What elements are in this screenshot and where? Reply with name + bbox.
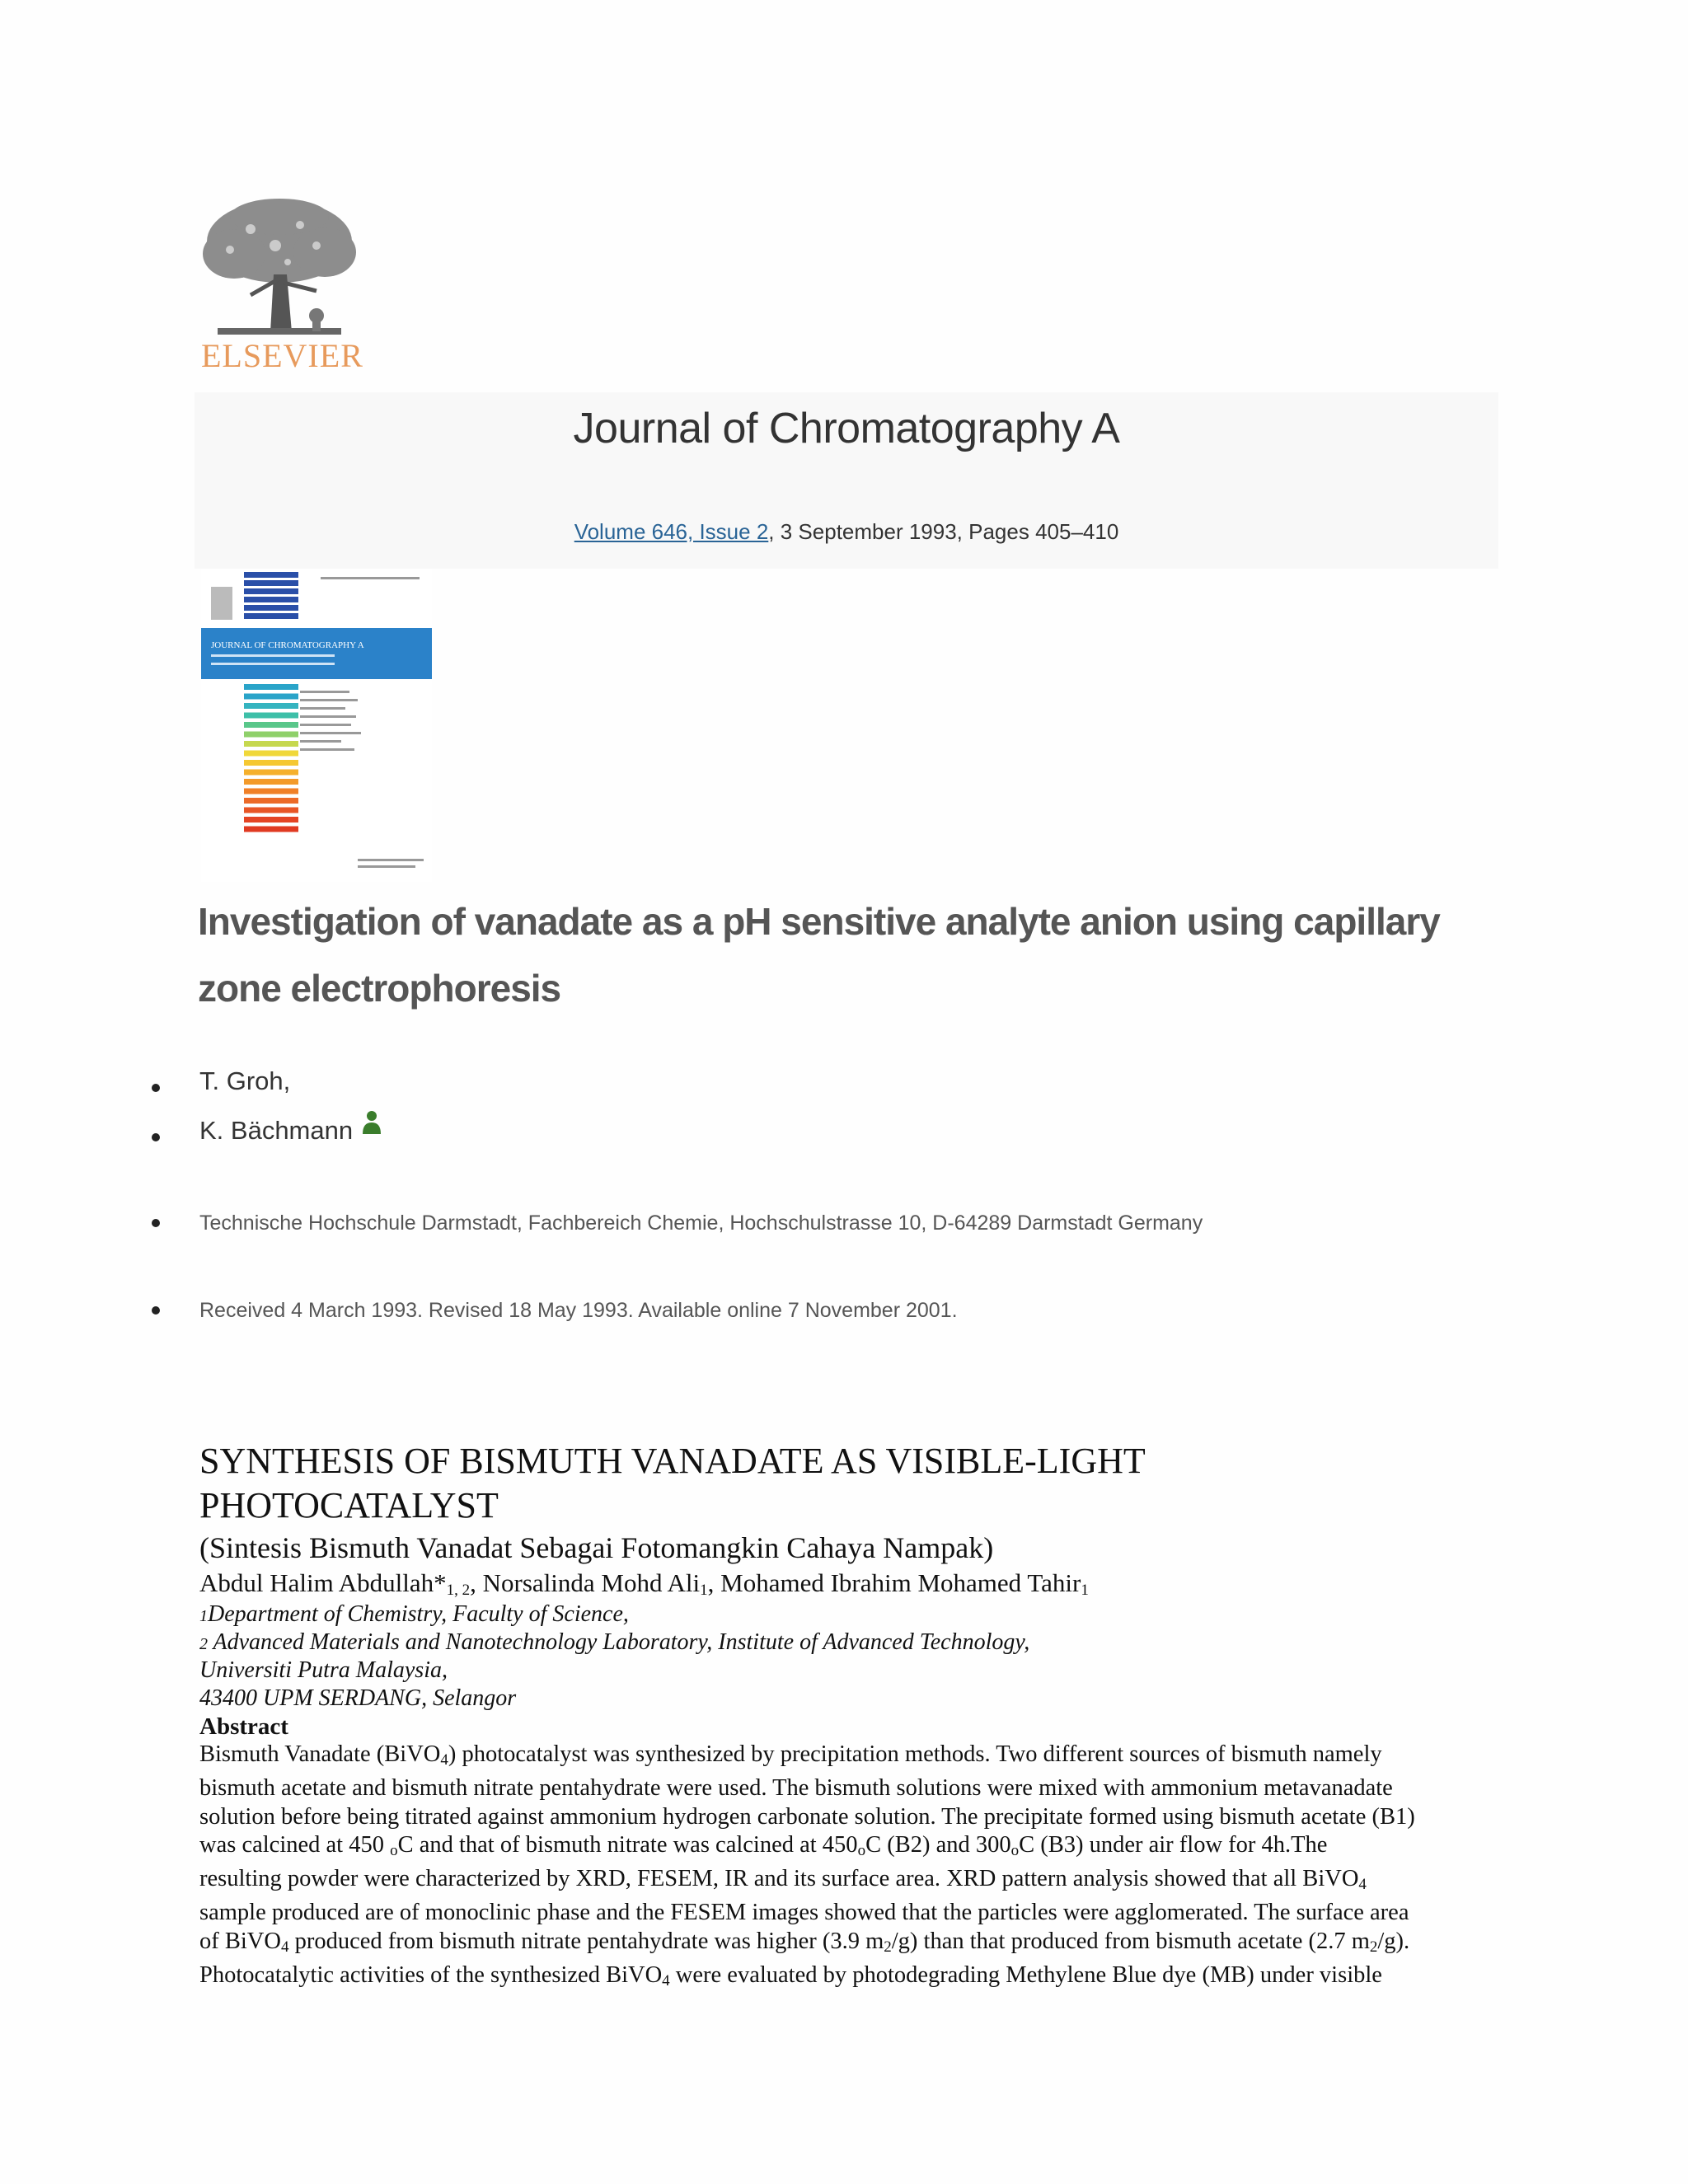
author-item: [199, 1063, 382, 1113]
paper-affiliation: Universiti Putra Malaysia,: [199, 1657, 448, 1683]
abstract-line: Bismuth Vanadate (BiVO$_4$) photocatalyst was synthesized by precipitation methods. Two different sources of bismuth namely: [199, 1741, 1382, 1769]
abstract-line: bismuth acetate and bismuth nitrate pentahydrate were used. The bismuth solutions were mixed with ammonium metavanadate: [199, 1775, 1393, 1802]
publisher-name: ELSEVIER: [201, 337, 363, 374]
affiliation-text: Advanced Materials and Nanotechnology Laboratory, Institute of Advanced Technology,: [208, 1629, 1030, 1655]
abstract-line: resulting powder were characterized by XRD, FESEM, IR and its surface area. XRD pattern analysis showed that all BiVO$_4$: [199, 1866, 1367, 1894]
affiliation-item: Technische Hochschule Darmstadt, Fachbereich Chemie, Hochschulstrasse 10, D-64289 Darmstadt Germany: [199, 1208, 1203, 1238]
tree-logo-icon: [201, 196, 358, 340]
author-name[interactable]: T. Groh,: [199, 1066, 291, 1095]
paper-title-line: SYNTHESIS OF BISMUTH VANADATE AS VISIBLE-LIGHT: [199, 1441, 1146, 1481]
cover-heading: JOURNAL OF CHROMATOGRAPHY A: [211, 640, 364, 650]
author-name[interactable]: K. Bächmann: [199, 1116, 354, 1145]
paper-author: , Mohamed Ibrahim Mohamed Tahir: [707, 1568, 1081, 1597]
paper-title: [199, 1439, 1518, 1528]
paper-title-line: PHOTOCATALYST: [199, 1485, 499, 1526]
volume-issue-link[interactable]: Volume 646, Issue 2: [574, 519, 769, 544]
journal-meta: [195, 519, 1498, 545]
paper-subtitle: (Sintesis Bismuth Vanadat Sebagai Fotomangkin Cahaya Nampak): [199, 1531, 994, 1564]
abstract-line: sample produced are of monoclinic phase and the FESEM images showed that the particles were agglomerated. The surface area: [199, 1900, 1409, 1926]
journal-header: [195, 392, 1498, 569]
paper-author: , Norsalinda Mohd Ali: [470, 1568, 701, 1597]
abstract-line: of BiVO$_4$ produced from bismuth nitrate pentahydrate was higher (3.9 $m_2/g$) than that produced from bismuth acetate (2.7 $m_2/g$).: [199, 1928, 1410, 1956]
affiliation-mark: 1: [199, 1607, 208, 1625]
paper-affiliation: [199, 1601, 629, 1630]
author-item: [199, 1113, 382, 1162]
paper-affiliation: [199, 1629, 1029, 1658]
abstract-line: Photocatalytic activities of the synthesized BiVO$_4$ were evaluated by photodegrading Methylene Blue dye (MB) under visible: [199, 1962, 1382, 1990]
affiliation-mark: 2: [199, 1635, 208, 1653]
author-list: [199, 1063, 382, 1162]
publisher-logo[interactable]: [201, 196, 363, 374]
affiliation-text: Department of Chemistry, Faculty of Science,: [208, 1601, 629, 1627]
history-list: [199, 1296, 958, 1325]
journal-title[interactable]: Journal of Chromatography A: [573, 405, 1120, 452]
author-affiliation-mark: 1, 2: [446, 1582, 471, 1599]
abstract-heading: Abstract: [199, 1713, 288, 1740]
publication-details: , 3 September 1993, Pages 405–410: [768, 519, 1119, 544]
article-title: Investigation of vanadate as a pH sensitive analyte anion using capillary zone electrophoresis: [198, 900, 1440, 1010]
abstract-line: solution before being titrated against ammonium hydrogen carbonate solution. The precipitate formed using bismuth acetate (B1): [199, 1803, 1415, 1830]
abstract-line: was calcined at 450 $_o$C and that of bismuth nitrate was calcined at $450_oC$ (B2) and $300_oC$ (B3) under air flow for 4h.The: [199, 1831, 1328, 1859]
article-dates: Received 4 March 1993. Revised 18 May 1993. Available online 7 November 2001.: [199, 1296, 958, 1325]
author-affiliation-mark: 1: [700, 1582, 708, 1599]
person-icon[interactable]: [361, 1109, 382, 1136]
paper-author: Abdul Halim Abdullah*: [199, 1568, 447, 1597]
journal-cover[interactable]: [201, 569, 432, 882]
journal-cover-image: [201, 569, 432, 882]
paper-affiliation: 43400 UPM SERDANG, Selangor: [199, 1685, 517, 1711]
abstract-body: [199, 1741, 1518, 1995]
author-affiliation-mark: 1: [1081, 1582, 1089, 1599]
affiliation-list: [199, 1208, 1203, 1238]
